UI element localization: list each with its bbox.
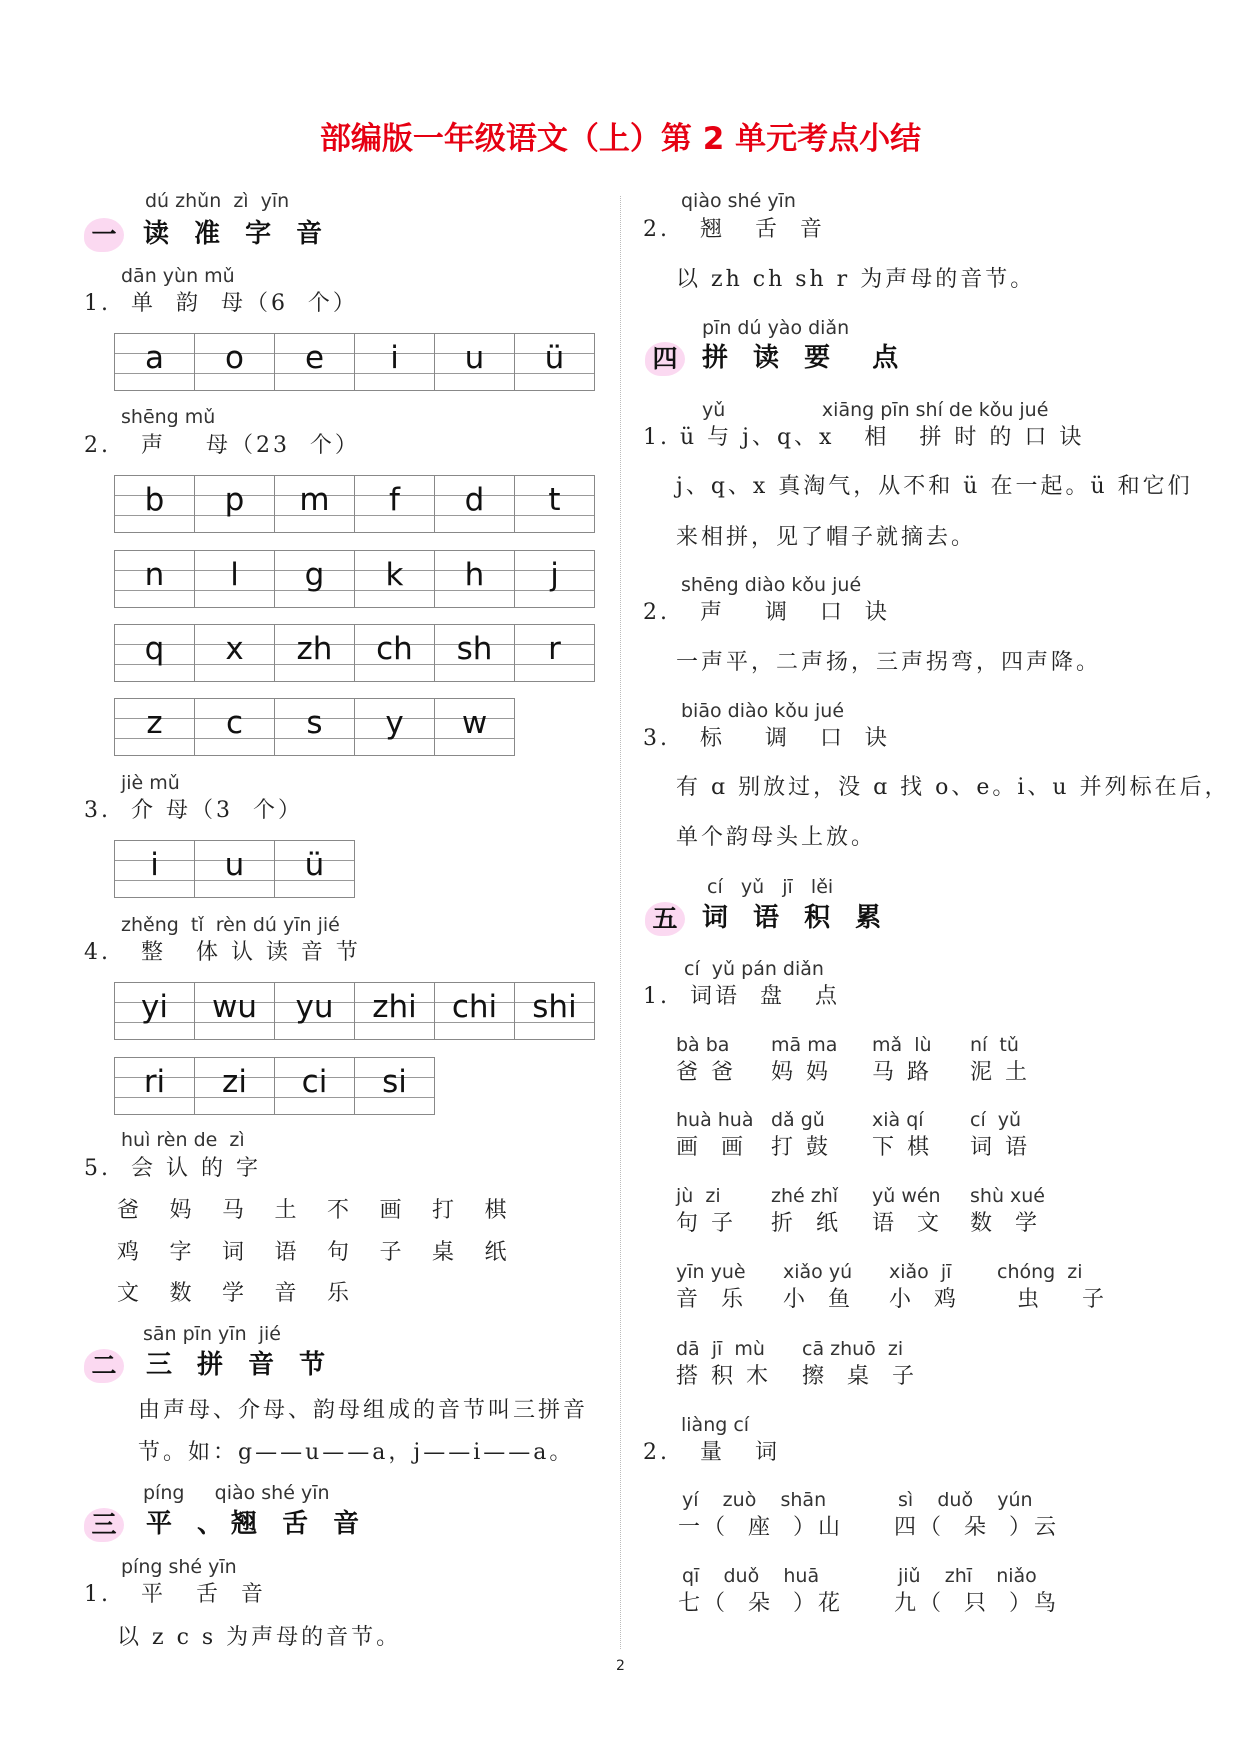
section-2-number: 二 — [91, 1351, 117, 1380]
pinyin-cell: o — [195, 333, 275, 391]
word-pinyin: ní tǔ — [970, 1034, 1019, 1056]
word: 妈 妈 — [771, 1060, 831, 1085]
word: 擦 桌 子 — [802, 1364, 917, 1389]
word: 小 鸡 — [889, 1287, 959, 1312]
word-pinyin: jù zi — [676, 1185, 721, 1207]
item-label: 1. 词语 盘 点 — [643, 984, 840, 1009]
pinyin-cell: b — [115, 475, 195, 533]
pinyin-cell: si — [355, 1057, 435, 1115]
section-4-title: 拼 读 要 点 — [702, 343, 907, 373]
word: 音 乐 — [676, 1287, 746, 1312]
phrase: 七（ 朵 ）花 — [678, 1591, 843, 1616]
word: 虫 子 — [997, 1287, 1107, 1312]
pinyin-grid — [114, 840, 355, 898]
character: 棋 — [484, 1198, 510, 1223]
body-text: 以 zh ch sh r 为声母的音节。 — [676, 267, 1036, 292]
pinyin-cell: i — [115, 840, 195, 898]
character: 子 — [379, 1239, 405, 1265]
pinyin-cell: u — [435, 333, 515, 391]
pinyin-cell: ü — [275, 840, 355, 898]
pinyin-cell: e — [275, 333, 355, 391]
item-label: 2. 量 词 — [643, 1440, 780, 1465]
phrase-pinyin: jiǔ zhī niǎo — [898, 1565, 1037, 1587]
pinyin-cell: u — [195, 840, 275, 898]
section-3-marker — [84, 1508, 124, 1542]
word-pinyin: dā jī mù — [676, 1338, 765, 1360]
character: 句 — [327, 1239, 353, 1265]
item-label: 3. 介 母（3 个） — [84, 798, 303, 823]
word: 打 鼓 — [771, 1135, 831, 1160]
word-pinyin: zhé zhǐ — [771, 1185, 839, 1207]
pinyin-cell: wu — [195, 982, 275, 1040]
item-label: 3. 标 调 口 诀 — [643, 726, 890, 751]
character: 不 — [327, 1198, 353, 1223]
pinyin-grid — [114, 550, 595, 608]
pinyin-cell: chi — [435, 982, 515, 1040]
pinyin-cell: n — [115, 550, 195, 608]
character: 爸 — [117, 1198, 143, 1223]
item-pinyin: yǔ xiāng pīn shí de kǒu jué — [702, 399, 1049, 421]
phrase-pinyin: yí zuò shān — [682, 1489, 827, 1511]
pinyin-cell: x — [195, 624, 275, 682]
pinyin-cell: d — [435, 475, 515, 533]
pinyin-cell: r — [515, 624, 595, 682]
section-4-marker — [645, 342, 685, 376]
pinyin-cell: w — [435, 698, 515, 756]
pinyin-cell: yi — [115, 982, 195, 1040]
character: 词 — [222, 1239, 248, 1265]
word-pinyin: yīn yuè — [676, 1261, 746, 1283]
character: 数 — [169, 1281, 195, 1306]
pinyin-cell: c — [195, 698, 275, 756]
word: 搭 积 木 — [676, 1364, 771, 1389]
character: 字 — [169, 1239, 195, 1265]
item-label: 1. 平 舌 音 — [84, 1582, 266, 1607]
phrase: 四（ 朵 ）云 — [894, 1515, 1059, 1540]
item-pinyin: zhěng tǐ rèn dú yīn jié — [121, 914, 340, 936]
phrase-pinyin: qī duǒ huā — [682, 1565, 820, 1587]
pinyin-cell: h — [435, 550, 515, 608]
body-text: 节。如：g——u——a，j——i——a。 — [138, 1440, 575, 1465]
pinyin-cell: ri — [115, 1057, 195, 1115]
character: 妈 — [169, 1198, 195, 1223]
word: 画 画 — [676, 1135, 746, 1160]
character: 文 — [117, 1281, 143, 1306]
section-1-number: 一 — [91, 220, 117, 249]
pinyin-cell: zi — [195, 1057, 275, 1115]
item-pinyin: qiào shé yīn — [681, 190, 796, 212]
pinyin-cell: m — [275, 475, 355, 533]
word: 句 子 — [676, 1211, 736, 1236]
character: 桌 — [432, 1239, 458, 1265]
section-1-pinyin: dú zhǔn zì yīn — [145, 190, 290, 212]
word: 数 学 — [970, 1211, 1040, 1236]
section-1-marker — [84, 218, 124, 252]
pinyin-cell: zh — [275, 624, 355, 682]
item-pinyin: píng shé yīn — [121, 1556, 237, 1578]
word-pinyin: cā zhuō zi — [802, 1338, 904, 1360]
character: 学 — [222, 1281, 248, 1306]
pinyin-cell: zhi — [355, 982, 435, 1040]
phrase-pinyin: sì duǒ yún — [898, 1489, 1033, 1511]
section-3-pinyin: píng qiào shé yīn — [143, 1482, 330, 1504]
word: 小 鱼 — [783, 1287, 853, 1312]
section-5-number: 五 — [652, 904, 678, 933]
item-pinyin: shēng diào kǒu jué — [681, 574, 862, 596]
pinyin-cell: i — [355, 333, 435, 391]
pinyin-cell: z — [115, 698, 195, 756]
item-label: 5. 会 认 的 字 — [84, 1156, 261, 1181]
pinyin-cell: p — [195, 475, 275, 533]
character: 画 — [379, 1198, 405, 1223]
word-pinyin: bà ba — [676, 1034, 730, 1056]
phrase: 九（ 只 ）鸟 — [894, 1591, 1059, 1616]
character: 乐 — [327, 1281, 353, 1306]
word-pinyin: chóng zi — [997, 1261, 1083, 1283]
section-4-number: 四 — [652, 344, 678, 373]
word: 词 语 — [970, 1135, 1030, 1160]
character: 语 — [274, 1239, 300, 1265]
character: 纸 — [484, 1239, 510, 1265]
body-text: 单个韵母头上放。 — [676, 825, 877, 850]
pinyin-cell: ci — [275, 1057, 355, 1115]
word: 折 纸 — [771, 1211, 841, 1236]
pinyin-cell: k — [355, 550, 435, 608]
body-text: 由声母、介母、韵母组成的音节叫三拼音 — [138, 1398, 589, 1423]
section-3-number: 三 — [91, 1510, 117, 1539]
word-pinyin: mǎ lù — [872, 1034, 932, 1056]
pinyin-grid — [114, 333, 595, 391]
pinyin-grid — [114, 624, 595, 682]
page-title: 部编版一年级语文（上）第 2 单元考点小结 — [319, 121, 922, 157]
pinyin-cell: ü — [515, 333, 595, 391]
character: 打 — [432, 1198, 458, 1223]
section-4-pinyin: pīn dú yào diǎn — [702, 317, 850, 339]
pinyin-cell: a — [115, 333, 195, 391]
pinyin-cell: yu — [275, 982, 355, 1040]
word: 爸 爸 — [676, 1060, 736, 1085]
item-label: 1. ü 与 j、q、x 相 拼 时 的 口 诀 — [643, 425, 1085, 450]
item-pinyin: biāo diào kǒu jué — [681, 700, 845, 722]
item-pinyin: cí yǔ pán diǎn — [684, 958, 824, 980]
word: 下 棋 — [872, 1135, 932, 1160]
pinyin-cell: s — [275, 698, 355, 756]
pinyin-grid — [114, 698, 515, 756]
section-2-marker — [84, 1349, 124, 1383]
section-5-title: 词 语 积 累 — [702, 903, 890, 933]
word-pinyin: huà huà — [676, 1109, 754, 1131]
word-pinyin: xiǎo jī — [889, 1261, 952, 1283]
item-label: 1. 单 韵 母（6 个） — [84, 291, 358, 316]
pinyin-grid — [114, 982, 595, 1040]
section-1-title: 读 准 字 音 — [143, 219, 331, 249]
pinyin-cell: g — [275, 550, 355, 608]
character: 音 — [274, 1281, 300, 1306]
pinyin-cell: y — [355, 698, 435, 756]
item-label: 4. 整 体 认 读 音 节 — [84, 940, 361, 965]
word-pinyin: mā ma — [771, 1034, 838, 1056]
character: 鸡 — [117, 1239, 143, 1265]
body-text: j、q、x 真淘气，从不和 ü 在一起。ü 和它们 — [676, 474, 1193, 499]
word-pinyin: shù xué — [970, 1185, 1045, 1207]
column-divider — [620, 196, 621, 1649]
item-label: 2. 翘 舌 音 — [643, 217, 825, 242]
pinyin-cell: l — [195, 550, 275, 608]
pinyin-cell: t — [515, 475, 595, 533]
section-5-marker — [645, 902, 685, 936]
body-text: 来相拼，见了帽子就摘去。 — [676, 525, 977, 550]
word: 马 路 — [872, 1060, 932, 1085]
character: 土 — [274, 1198, 300, 1223]
item-pinyin: shēng mǔ — [121, 406, 216, 428]
pinyin-cell: sh — [435, 624, 515, 682]
phrase: 一（ 座 ）山 — [678, 1515, 843, 1540]
pinyin-cell: q — [115, 624, 195, 682]
word-pinyin: dǎ gǔ — [771, 1109, 825, 1131]
pinyin-cell: f — [355, 475, 435, 533]
body-text: 一声平，二声扬，三声拐弯，四声降。 — [676, 650, 1102, 675]
character: 马 — [222, 1198, 248, 1223]
body-text: 有 ɑ 别放过，没 ɑ 找 o、e。i、u 并列标在后， — [676, 775, 1230, 800]
word-pinyin: yǔ wén — [872, 1185, 941, 1207]
pinyin-cell: shi — [515, 982, 595, 1040]
word: 泥 土 — [970, 1060, 1030, 1085]
section-2-pinyin: sān pīn yīn jié — [143, 1323, 281, 1345]
pinyin-grid — [114, 1057, 435, 1115]
word: 语 文 — [872, 1211, 942, 1236]
section-2-title: 三 拼 音 节 — [146, 1350, 334, 1380]
item-pinyin: huì rèn de zì — [121, 1129, 245, 1151]
pinyin-cell: j — [515, 550, 595, 608]
item-pinyin: jiè mǔ — [121, 772, 180, 794]
item-label: 2. 声 调 口 诀 — [643, 600, 890, 625]
word-pinyin: xià qí — [872, 1109, 924, 1131]
item-pinyin: liàng cí — [681, 1414, 750, 1436]
item-pinyin: dān yùn mǔ — [121, 265, 235, 287]
section-5-pinyin: cí yǔ jī lěi — [707, 876, 834, 898]
body-text: 以 z c s 为声母的音节。 — [117, 1625, 402, 1650]
word-pinyin: xiǎo yú — [783, 1261, 853, 1283]
pinyin-grid — [114, 475, 595, 533]
item-label: 2. 声 母（23 个） — [84, 433, 360, 458]
word-pinyin: cí yǔ — [970, 1109, 1022, 1131]
pinyin-cell: ch — [355, 624, 435, 682]
page-number: 2 — [616, 1658, 625, 1674]
section-3-title: 平 、翘 舌 音 — [146, 1509, 368, 1539]
